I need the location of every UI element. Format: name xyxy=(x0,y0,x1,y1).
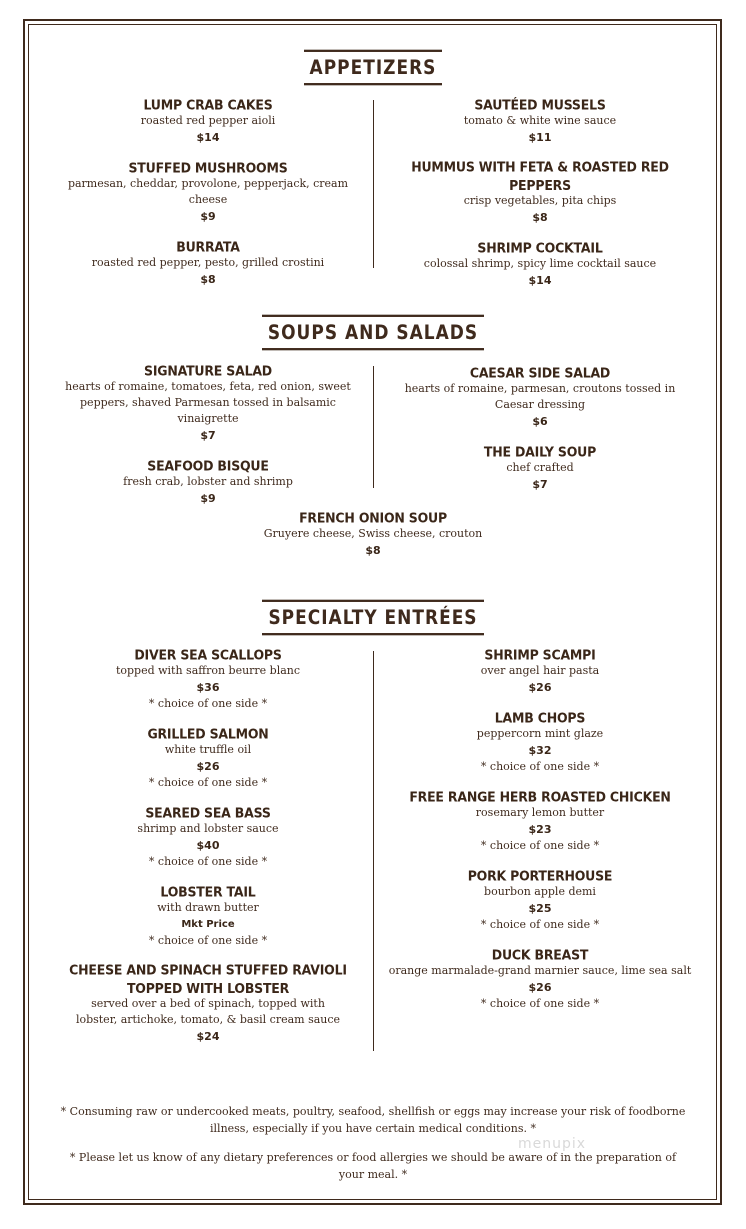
item-description: fresh crab, lobster and shrimp xyxy=(123,475,293,488)
item-side-note: * choice of one side * xyxy=(480,760,600,773)
soups-heading: SOUPS AND SALADS xyxy=(262,315,484,351)
item-description: colossal shrimp, spicy lime cocktail sauce xyxy=(423,257,657,270)
item-name: FRENCH ONION SOUP xyxy=(299,509,447,526)
item-name: SEAFOOD BISQUE xyxy=(147,457,269,474)
menu-item xyxy=(50,804,366,870)
entrees-heading: SPECIALTY ENTRÉES xyxy=(262,600,483,636)
entrees-title xyxy=(0,602,746,633)
item-name: SIGNATURE SALAD xyxy=(144,362,272,379)
item-price: $8 xyxy=(200,273,216,286)
item-price: $26 xyxy=(196,760,220,773)
item-price: $23 xyxy=(528,823,552,836)
item-name: CHEESE AND SPINACH STUFFED RAVIOLI TOPPED WITH LOBSTER xyxy=(69,961,347,997)
item-price: Mkt Price xyxy=(181,919,235,930)
soups-right-column xyxy=(382,364,698,506)
menu-item xyxy=(382,364,698,430)
item-price: $9 xyxy=(200,210,216,223)
item-description: rosemary lemon butter xyxy=(475,806,605,819)
item-description: over angel hair pasta xyxy=(480,664,600,677)
menu-item xyxy=(382,159,698,226)
item-description: parmesan, cheddar, provolone, pepperjack, cream cheese xyxy=(67,177,349,206)
menu-item xyxy=(382,709,698,775)
item-price: $7 xyxy=(200,429,216,442)
menu-item xyxy=(50,238,366,288)
item-description: roasted red pepper, pesto, grilled crostini xyxy=(91,256,325,269)
menu-item xyxy=(382,239,698,289)
item-side-note: * choice of one side * xyxy=(480,918,600,931)
menu-item xyxy=(382,946,698,1012)
raw-food-disclaimer: * Consuming raw or undercooked meats, poultry, seafood, shellfish or eggs may increase your risk of foodborne illness, especially if you have certain medical conditions. * xyxy=(60,1105,686,1135)
soups-divider xyxy=(373,366,374,488)
menu-item xyxy=(382,788,698,854)
item-side-note: * choice of one side * xyxy=(480,839,600,852)
item-price: $26 xyxy=(528,981,552,994)
allergy-note: * Please let us know of any dietary preferences or food allergies we should be aware of in the preparation of your meal. * xyxy=(69,1151,677,1181)
item-description: peppercorn mint glaze xyxy=(476,727,604,740)
appetizers-heading: APPETIZERS xyxy=(304,50,443,86)
menu-item xyxy=(382,867,698,933)
item-side-note: * choice of one side * xyxy=(148,934,268,947)
entrees-right-column xyxy=(382,646,698,1025)
item-name: CAESAR SIDE SALAD xyxy=(469,364,611,381)
soups-title xyxy=(0,317,746,348)
item-price: $25 xyxy=(528,902,552,915)
item-price: $32 xyxy=(528,744,552,757)
menu-item xyxy=(50,883,366,949)
item-price: $36 xyxy=(196,681,220,694)
appetizers-title xyxy=(0,52,746,83)
item-name: DIVER SEA SCALLOPS xyxy=(134,646,282,663)
item-description: chef crafted xyxy=(506,461,574,474)
menupix-watermark: menupix xyxy=(518,1136,587,1152)
item-price: $14 xyxy=(528,274,552,287)
item-name: GRILLED SALMON xyxy=(147,725,269,742)
item-name: HUMMUS WITH FETA & ROASTED RED PEPPERS xyxy=(411,158,669,194)
item-name: FREE RANGE HERB ROASTED CHICKEN xyxy=(409,788,671,805)
item-name: DUCK BREAST xyxy=(491,946,589,963)
menu-item xyxy=(50,159,366,225)
item-description: crisp vegetables, pita chips xyxy=(463,194,617,207)
item-side-note: * choice of one side * xyxy=(148,776,268,789)
menu-item xyxy=(50,725,366,791)
item-price: $40 xyxy=(196,839,220,852)
item-description: bourbon apple demi xyxy=(484,885,596,898)
item-name: LOBSTER TAIL xyxy=(160,883,256,900)
item-description: hearts of romaine, tomatoes, feta, red onion, sweet peppers, shaved Parmesan tossed in balsamic vinaigrette xyxy=(65,380,351,425)
item-name: LAMB CHOPS xyxy=(494,709,586,726)
item-price: $26 xyxy=(528,681,552,694)
appetizers-left-column xyxy=(50,96,366,301)
menu-item xyxy=(382,646,698,696)
item-side-note: * choice of one side * xyxy=(480,997,600,1010)
item-price: $11 xyxy=(528,131,552,144)
item-description: Gruyere cheese, Swiss cheese, crouton xyxy=(263,527,483,540)
item-description: with drawn butter xyxy=(157,901,259,914)
item-price: $8 xyxy=(532,211,548,224)
item-description: tomato & white wine sauce xyxy=(463,114,617,127)
menu-item xyxy=(382,96,698,146)
item-price: $14 xyxy=(196,131,220,144)
item-name: STUFFED MUSHROOMS xyxy=(128,159,288,176)
item-description: roasted red pepper aioli xyxy=(140,114,276,127)
item-price: $9 xyxy=(200,492,216,505)
item-description: topped with saffron beurre blanc xyxy=(115,664,301,677)
item-description: shrimp and lobster sauce xyxy=(137,822,279,835)
item-price: $6 xyxy=(532,415,548,428)
item-name: PORK PORTERHOUSE xyxy=(467,867,613,884)
item-name: SHRIMP SCAMPI xyxy=(484,646,596,663)
appetizers-divider xyxy=(373,100,374,268)
item-description: orange marmalade-grand marnier sauce, lime sea salt xyxy=(388,964,692,977)
menu-item xyxy=(50,96,366,146)
menu-item xyxy=(200,509,546,559)
entrees-left-column xyxy=(50,646,366,1058)
item-description: served over a bed of spinach, topped with lobster, artichoke, tomato, & basil cream sauce xyxy=(75,997,341,1026)
soups-left-column xyxy=(50,362,366,520)
item-price: $8 xyxy=(365,544,381,557)
item-price: $7 xyxy=(532,478,548,491)
item-side-note: * choice of one side * xyxy=(148,697,268,710)
item-name: SAUTÉED MUSSELS xyxy=(474,96,606,113)
item-description: hearts of romaine, parmesan, croutons tossed in Caesar dressing xyxy=(404,382,676,411)
item-price: $24 xyxy=(196,1030,220,1043)
entrees-divider xyxy=(373,651,374,1051)
item-name: SHRIMP COCKTAIL xyxy=(477,239,603,256)
appetizers-right-column xyxy=(382,96,698,302)
item-name: SEARED SEA BASS xyxy=(145,804,271,821)
item-description: white truffle oil xyxy=(164,743,252,756)
item-name: LUMP CRAB CAKES xyxy=(143,96,273,113)
menu-item xyxy=(50,457,366,507)
menu-item xyxy=(382,443,698,493)
menu-item xyxy=(50,362,366,444)
menu-item xyxy=(50,646,366,712)
item-name: THE DAILY SOUP xyxy=(483,443,597,460)
menu-item xyxy=(50,962,366,1045)
item-name: BURRATA xyxy=(176,238,240,255)
item-side-note: * choice of one side * xyxy=(148,855,268,868)
soups-center-column xyxy=(200,509,546,572)
